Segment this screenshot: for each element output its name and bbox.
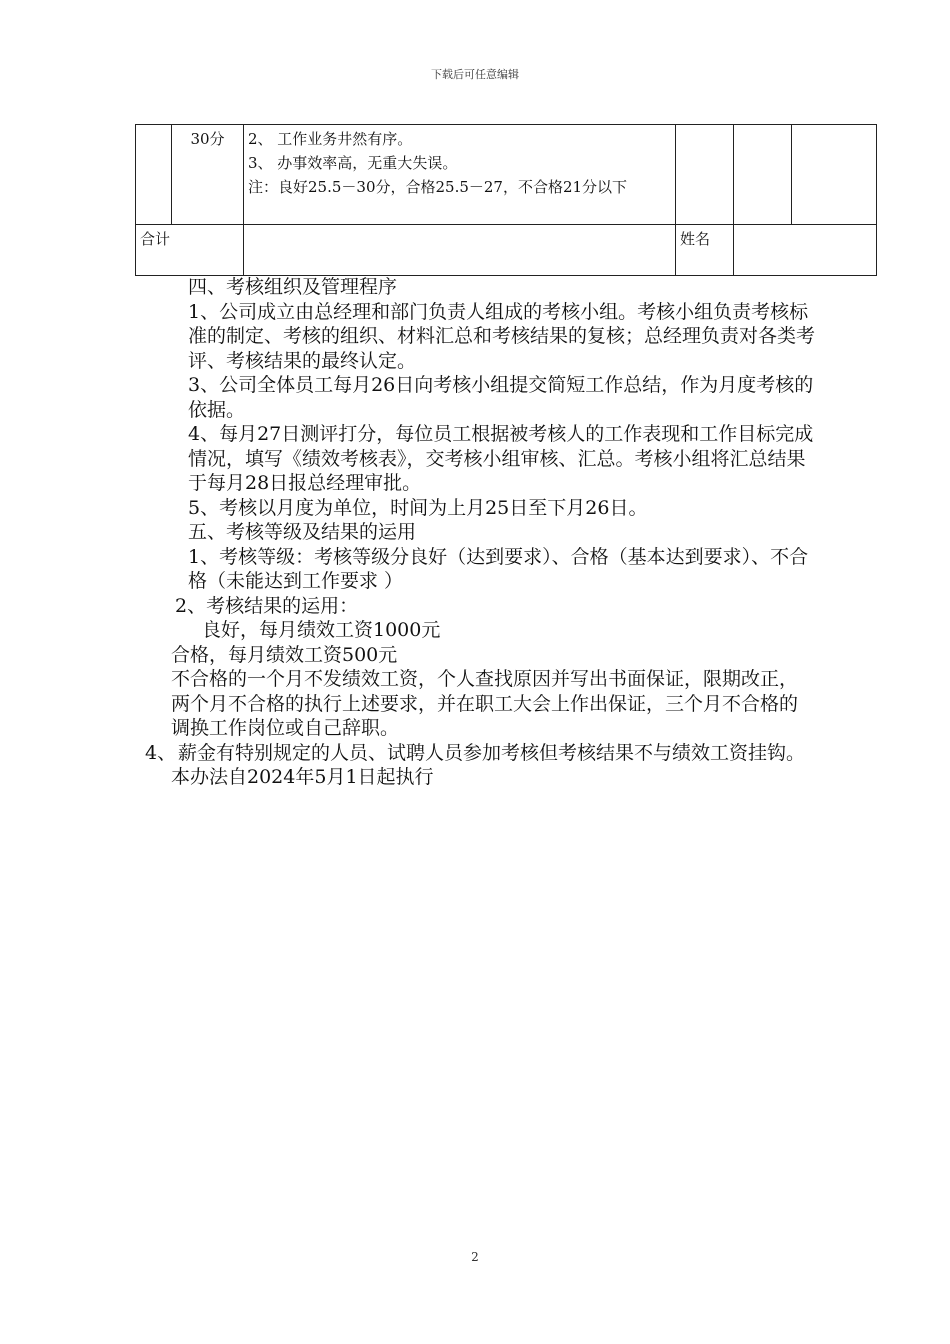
section-4-para-4: 4、每月27日测评打分，每位员工根据被考核人的工作表现和工作目标完成情况，填写《绩效考核表》，交考核小组审核、汇总。考核小组将汇总结果于每月28日报总经理审批。 bbox=[188, 423, 814, 494]
table-cell-blank bbox=[734, 125, 792, 225]
result-pass: 合格，每月绩效工资500元 bbox=[171, 643, 398, 666]
section-5-title: 五、考核等级及结果的运用 bbox=[188, 521, 417, 543]
table-row bbox=[136, 225, 877, 276]
name-label: 姓名 bbox=[676, 225, 734, 276]
name-value-cell bbox=[734, 225, 877, 276]
section-5-para-1: 1、考核等级：考核等级分良好（达到要求）、合格（基本达到要求）、不合格（未能达到工作要求 ） bbox=[188, 545, 809, 592]
criteria-cell bbox=[244, 125, 676, 225]
section-5-para-2: 2、考核结果的运用： bbox=[175, 594, 359, 617]
criteria-note: 注：良好25.5－30分，合格25.5－27，不合格21分以下 bbox=[248, 178, 628, 196]
section-4-para-1: 1、公司成立由总经理和部门负责人组成的考核小组。考核小组负责考核标准的制定、考核的组织、材料汇总和考核结果的复核；总经理负责对各类考评、考核结果的最终认定。 bbox=[188, 300, 816, 372]
item-4 bbox=[145, 741, 815, 766]
section-4-para-5: 5、考核以月度为单位，时间为上月25日至下月26日。 bbox=[188, 496, 648, 519]
item-4-text: 薪金有特别规定的人员、试聘人员参加考核但考核结果不与绩效工资挂钩。 bbox=[178, 741, 806, 764]
total-label: 合计 bbox=[136, 225, 244, 276]
total-value-cell bbox=[244, 225, 676, 276]
criteria-line: 2、 工作业务井然有序。 bbox=[248, 130, 413, 148]
assessment-table bbox=[135, 124, 877, 276]
section-4-para-3: 3、公司全体员工每月26日向考核小组提交简短工作总结，作为月度考核的依据。 bbox=[188, 374, 814, 421]
page-header: 下载后可任意编辑 bbox=[431, 68, 519, 81]
item-4-number: 4、 bbox=[145, 741, 177, 764]
result-good: 良好，每月绩效工资1000元 bbox=[202, 619, 441, 641]
result-fail: 不合格的一个月不发绩效工资，个人查找原因并写出书面保证，限期改正，两个月不合格的执行上述要求，并在职工大会上作出保证，三个月不合格的调换工作岗位或自己辞职。 bbox=[171, 668, 799, 739]
document-body bbox=[145, 275, 815, 790]
score-cell: 30分 bbox=[172, 125, 244, 225]
table-cell-blank bbox=[792, 125, 877, 225]
table-row bbox=[136, 125, 877, 225]
page-number: 2 bbox=[471, 1250, 479, 1264]
criteria-line: 3、 办事效率高，无重大失误。 bbox=[248, 154, 458, 172]
table-cell-blank bbox=[136, 125, 172, 225]
table-cell-blank bbox=[676, 125, 734, 225]
effective-date: 本办法自2024年5月1日起执行 bbox=[171, 766, 434, 788]
section-4-title: 四、考核组织及管理程序 bbox=[188, 276, 398, 298]
